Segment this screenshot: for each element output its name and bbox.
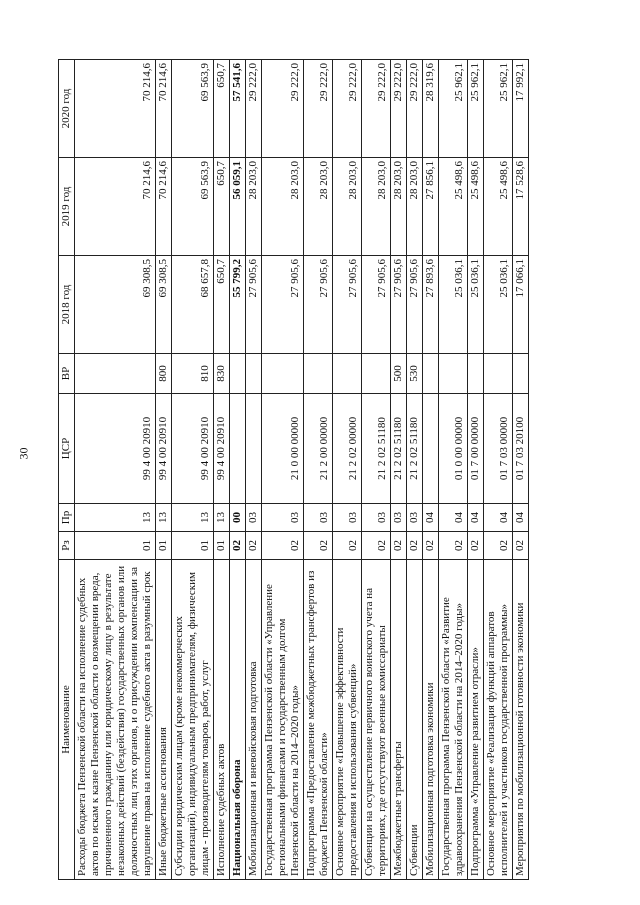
cell-csr: 01 7 00 00000 xyxy=(468,394,484,504)
table-row xyxy=(304,60,333,880)
cell-2020: 25 962,1 xyxy=(468,60,484,158)
cell-2018: 69 308,5 xyxy=(75,256,156,354)
cell-2020: 29 222,0 xyxy=(407,60,423,158)
cell-rz: 01 xyxy=(156,532,172,560)
cell-csr: 99 4 00 20910 xyxy=(214,394,230,504)
cell-rz: 02 xyxy=(484,532,513,560)
cell-2020: 25 962,1 xyxy=(484,60,513,158)
cell-pr: 03 xyxy=(391,504,407,532)
cell-name: Субвенции на осуществление первичного воинского учета на территориях, где отсутствуют военные комиссариаты xyxy=(362,560,391,880)
cell-2019: 70 214,6 xyxy=(75,158,156,256)
cell-vr: 530 xyxy=(407,354,423,394)
cell-pr: 13 xyxy=(156,504,172,532)
cell-csr: 01 7 03 00000 xyxy=(484,394,513,504)
cell-csr: 99 4 00 20910 xyxy=(172,394,214,504)
cell-rz: 02 xyxy=(246,532,262,560)
table-row xyxy=(333,60,362,880)
rotated-table-container xyxy=(58,60,618,880)
cell-2019: 28 203,0 xyxy=(246,158,262,256)
cell-csr xyxy=(246,394,262,504)
cell-2020: 25 962,1 xyxy=(439,60,468,158)
table-header-row xyxy=(59,60,75,880)
cell-rz: 02 xyxy=(304,532,333,560)
cell-name: Национальная оборона xyxy=(230,560,246,880)
cell-2020: 69 563,9 xyxy=(172,60,214,158)
table-row xyxy=(172,60,214,880)
cell-name: Исполнение судебных актов xyxy=(214,560,230,880)
cell-2019: 25 498,6 xyxy=(468,158,484,256)
cell-2018: 27 905,6 xyxy=(407,256,423,354)
cell-name: Подпрограмма «Предоставление межбюджетных трансфертов из бюджета Пензенской области» xyxy=(304,560,333,880)
cell-pr: 04 xyxy=(468,504,484,532)
cell-rz: 02 xyxy=(423,532,439,560)
cell-csr: 99 4 00 20910 xyxy=(156,394,172,504)
cell-2019: 25 498,6 xyxy=(484,158,513,256)
cell-pr: 03 xyxy=(362,504,391,532)
header-rz: Рз xyxy=(59,532,75,560)
cell-2020: 70 214,6 xyxy=(156,60,172,158)
cell-pr: 04 xyxy=(423,504,439,532)
cell-2020: 29 222,0 xyxy=(391,60,407,158)
cell-vr xyxy=(362,354,391,394)
cell-rz: 02 xyxy=(439,532,468,560)
cell-vr: 830 xyxy=(214,354,230,394)
cell-pr: 04 xyxy=(484,504,513,532)
cell-vr xyxy=(75,354,156,394)
cell-name: Субвенции xyxy=(407,560,423,880)
table-row xyxy=(407,60,423,880)
cell-pr: 04 xyxy=(513,504,529,532)
cell-2020: 70 214,6 xyxy=(75,60,156,158)
cell-vr xyxy=(246,354,262,394)
cell-rz: 01 xyxy=(75,532,156,560)
cell-name: Межбюджетные трансферты xyxy=(391,560,407,880)
cell-csr: 21 2 02 51180 xyxy=(407,394,423,504)
cell-vr xyxy=(333,354,362,394)
table-row xyxy=(513,60,529,880)
header-2018: 2018 год xyxy=(59,256,75,354)
cell-2018: 69 308,5 xyxy=(156,256,172,354)
cell-rz: 02 xyxy=(230,532,246,560)
page-number: 30 xyxy=(16,447,31,460)
cell-2020: 17 992,1 xyxy=(513,60,529,158)
cell-2020: 57 541,6 xyxy=(230,60,246,158)
cell-pr: 04 xyxy=(439,504,468,532)
cell-csr: 01 0 00 00000 xyxy=(439,394,468,504)
cell-vr xyxy=(423,354,439,394)
header-name: Наименование xyxy=(59,560,75,880)
cell-2019: 28 203,0 xyxy=(407,158,423,256)
cell-2020: 650,7 xyxy=(214,60,230,158)
cell-name: Расходы бюджета Пензенской области на исполнение судебных актов по искам к казне Пензенской области о возмещении вреда, причиненного гражданину или юридическому лицу в результате незаконных действий (бездействия) государственных органов или должностных лиц этих органов, и о присуждении компенсации за нарушение права на исполнение судебного акта в разумный срок xyxy=(75,560,156,880)
cell-vr: 500 xyxy=(391,354,407,394)
cell-2019: 17 528,6 xyxy=(513,158,529,256)
cell-2019: 25 498,6 xyxy=(439,158,468,256)
cell-pr: 03 xyxy=(246,504,262,532)
cell-vr xyxy=(484,354,513,394)
cell-2019: 28 203,0 xyxy=(304,158,333,256)
cell-name: Мобилизационная подготовка экономики xyxy=(423,560,439,880)
cell-2019: 28 203,0 xyxy=(333,158,362,256)
cell-pr: 00 xyxy=(230,504,246,532)
table-row xyxy=(423,60,439,880)
cell-rz: 02 xyxy=(262,532,304,560)
header-csr: ЦСР xyxy=(59,394,75,504)
cell-2018: 17 066,1 xyxy=(513,256,529,354)
cell-csr: 21 2 02 00000 xyxy=(333,394,362,504)
cell-pr: 03 xyxy=(407,504,423,532)
cell-pr: 13 xyxy=(172,504,214,532)
table-row xyxy=(391,60,407,880)
cell-vr xyxy=(439,354,468,394)
cell-csr xyxy=(423,394,439,504)
cell-vr xyxy=(468,354,484,394)
cell-name: Мероприятия по мобилизационной готовности экономики xyxy=(513,560,529,880)
cell-csr: 21 2 02 51180 xyxy=(362,394,391,504)
cell-rz: 01 xyxy=(214,532,230,560)
cell-rz: 01 xyxy=(172,532,214,560)
cell-pr: 03 xyxy=(333,504,362,532)
cell-name: Подпрограмма «Управление развитием отрасли» xyxy=(468,560,484,880)
header-2020: 2020 год xyxy=(59,60,75,158)
budget-table xyxy=(58,59,529,880)
cell-2020: 29 222,0 xyxy=(246,60,262,158)
cell-vr xyxy=(230,354,246,394)
cell-pr: 03 xyxy=(304,504,333,532)
cell-2018: 25 036,1 xyxy=(439,256,468,354)
cell-2018: 27 905,6 xyxy=(362,256,391,354)
cell-2019: 650,7 xyxy=(214,158,230,256)
cell-2019: 27 856,1 xyxy=(423,158,439,256)
cell-rz: 02 xyxy=(513,532,529,560)
cell-2020: 29 222,0 xyxy=(362,60,391,158)
cell-rz: 02 xyxy=(468,532,484,560)
cell-name: Государственная программа Пензенской области «Развитие здравоохранения Пензенской области на 2014–2020 годы» xyxy=(439,560,468,880)
cell-2020: 28 319,6 xyxy=(423,60,439,158)
cell-rz: 02 xyxy=(333,532,362,560)
cell-vr: 810 xyxy=(172,354,214,394)
cell-pr: 13 xyxy=(214,504,230,532)
cell-name: Мобилизационная и вневойсковая подготовка xyxy=(246,560,262,880)
header-vr: ВР xyxy=(59,354,75,394)
table-row xyxy=(230,60,246,880)
cell-csr xyxy=(230,394,246,504)
table-row xyxy=(75,60,156,880)
cell-2019: 56 059,1 xyxy=(230,158,246,256)
cell-2018: 27 905,6 xyxy=(262,256,304,354)
cell-pr: 03 xyxy=(262,504,304,532)
cell-2020: 29 222,0 xyxy=(304,60,333,158)
header-pr: Пр xyxy=(59,504,75,532)
cell-2018: 68 657,8 xyxy=(172,256,214,354)
cell-name: Государственная программа Пензенской области «Управление региональными финансами и государственным долгом Пензенской области на 2014–2020 годы» xyxy=(262,560,304,880)
cell-rz: 02 xyxy=(407,532,423,560)
cell-2019: 69 563,9 xyxy=(172,158,214,256)
cell-2018: 27 905,6 xyxy=(391,256,407,354)
cell-vr: 800 xyxy=(156,354,172,394)
cell-csr: 21 0 00 00000 xyxy=(262,394,304,504)
cell-name: Основное мероприятие «Реализация функций аппаратов исполнителей и участников государственной программы» xyxy=(484,560,513,880)
cell-2019: 28 203,0 xyxy=(362,158,391,256)
cell-vr xyxy=(304,354,333,394)
cell-csr: 21 2 00 00000 xyxy=(304,394,333,504)
cell-2018: 27 905,6 xyxy=(333,256,362,354)
table-row xyxy=(262,60,304,880)
cell-vr xyxy=(513,354,529,394)
cell-2018: 27 905,6 xyxy=(304,256,333,354)
cell-name: Иные бюджетные ассигнования xyxy=(156,560,172,880)
table-row xyxy=(439,60,468,880)
table-row xyxy=(468,60,484,880)
cell-csr: 99 4 00 20910 xyxy=(75,394,156,504)
cell-2020: 29 222,0 xyxy=(262,60,304,158)
cell-csr: 21 2 02 51180 xyxy=(391,394,407,504)
table-row xyxy=(156,60,172,880)
header-2019: 2019 год xyxy=(59,158,75,256)
cell-vr xyxy=(262,354,304,394)
cell-2018: 55 799,2 xyxy=(230,256,246,354)
cell-2019: 28 203,0 xyxy=(391,158,407,256)
table-row xyxy=(246,60,262,880)
cell-pr: 13 xyxy=(75,504,156,532)
cell-2018: 27 905,6 xyxy=(246,256,262,354)
table-row xyxy=(362,60,391,880)
table-row xyxy=(484,60,513,880)
cell-csr: 01 7 03 20100 xyxy=(513,394,529,504)
cell-rz: 02 xyxy=(391,532,407,560)
cell-2018: 25 036,1 xyxy=(484,256,513,354)
cell-2018: 25 036,1 xyxy=(468,256,484,354)
cell-2019: 70 214,6 xyxy=(156,158,172,256)
cell-2018: 27 893,6 xyxy=(423,256,439,354)
table-row xyxy=(214,60,230,880)
cell-2019: 28 203,0 xyxy=(262,158,304,256)
cell-2018: 650,7 xyxy=(214,256,230,354)
cell-name: Основное мероприятие «Повышение эффективности предоставления и использования субвенций» xyxy=(333,560,362,880)
cell-2020: 29 222,0 xyxy=(333,60,362,158)
cell-name: Субсидии юридическим лицам (кроме некоммерческих организаций), индивидуальным предпринимателям, физическим лицам - производителям товаров, работ, услуг xyxy=(172,560,214,880)
cell-rz: 02 xyxy=(362,532,391,560)
